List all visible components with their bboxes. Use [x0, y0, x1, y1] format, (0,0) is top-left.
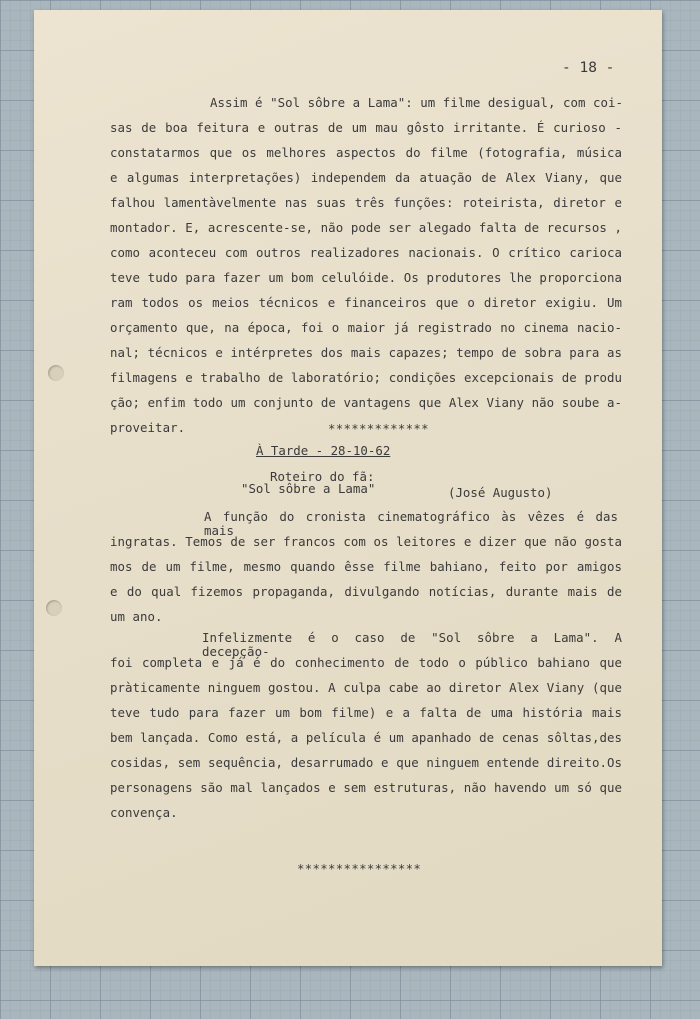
paragraph2-line: um ano. — [110, 609, 163, 624]
paragraph1-line: teve tudo para fazer um bom celulóide. Os produtores lhe proporciona — [110, 270, 622, 285]
paragraph3-line: Infelizmente é o caso de "Sol sôbre a Lama". A decepção- — [202, 630, 622, 659]
subheading: Roteiro do fã: — [270, 469, 375, 484]
paragraph1-line: ram todos os meios técnicos e financeiros que o diretor exigiu. Um — [110, 295, 622, 310]
paragraph1-line: ção; enfim todo um conjunto de vantagens que Alex Viany não soube a- — [110, 395, 622, 410]
paragraph2-line: e do qual fizemos propaganda, divulgando notícias, durante mais de — [110, 584, 622, 599]
separator: ************* — [328, 421, 429, 436]
paragraph2-line: ingratas. Temos de ser francos com os leitores e dizer que não gosta — [110, 534, 622, 549]
paragraph1-line: Assim é "Sol sôbre a Lama": um filme desigual, com coi- — [210, 95, 624, 110]
paragraph1-line: sas de boa feitura e outras de um mau gôsto irritante. É curioso - — [110, 120, 622, 135]
paragraph2-line: mos de um filme, mesmo quando êsse filme bahiano, feito por amigos — [110, 559, 622, 574]
paragraph1-line: montador. E, acrescente-se, não pode ser alegado falta de recursos , — [110, 220, 622, 235]
document-page — [34, 10, 662, 966]
punch-hole-top — [48, 365, 64, 381]
paragraph1-line: e algumas interpretações) independem da atuação de Alex Viany, que — [110, 170, 622, 185]
paragraph1-line: como aconteceu com outros realizadores nacionais. O crítico carioca — [110, 245, 622, 260]
paragraph1-line: falhou lamentàvelmente nas suas três funções: roteirista, diretor e — [110, 195, 622, 210]
film-title: "Sol sôbre a Lama" — [241, 481, 376, 496]
paragraph3-line: cosidas, sem sequência, desarrumado e que ninguem entende direito.Os — [110, 755, 622, 770]
paragraph1-line: nal; técnicos e intérpretes dos mais capazes; tempo de sobra para as — [110, 345, 622, 360]
paragraph1-line: filmagens e trabalho de laboratório; condições excepcionais de produ — [110, 370, 622, 385]
author: (José Augusto) — [448, 485, 553, 500]
paragraph2-line: A função do cronista cinematográfico às vêzes é das mais — [204, 509, 618, 538]
paragraph3-line: teve tudo para fazer um bom filme) e a falta de uma história mais — [110, 705, 622, 720]
paragraph1-line: orçamento que, na época, foi o maior já registrado no cinema nacio- — [110, 320, 622, 335]
paragraph3-line: pràticamente ninguem gostou. A culpa cabe ao diretor Alex Viany (que — [110, 680, 622, 695]
paragraph1-line: proveitar. — [110, 420, 186, 435]
page-number: - 18 - — [562, 60, 615, 76]
paragraph3-line: convença. — [110, 805, 178, 820]
punch-hole-bottom — [46, 600, 62, 616]
paragraph3-line: bem lançada. Como está, a película é um apanhado de cenas sôltas,des — [110, 730, 622, 745]
separator: **************** — [297, 861, 422, 876]
article-heading: À Tarde - 28-10-62 — [256, 443, 391, 458]
paragraph3-line: personagens são mal lançados e sem estruturas, não havendo um só que — [110, 780, 622, 795]
paragraph3-line: foi completa e já é do conhecimento de todo o público bahiano que — [110, 655, 622, 670]
paragraph1-line: constatarmos que os melhores aspectos do filme (fotografia, música — [110, 145, 622, 160]
